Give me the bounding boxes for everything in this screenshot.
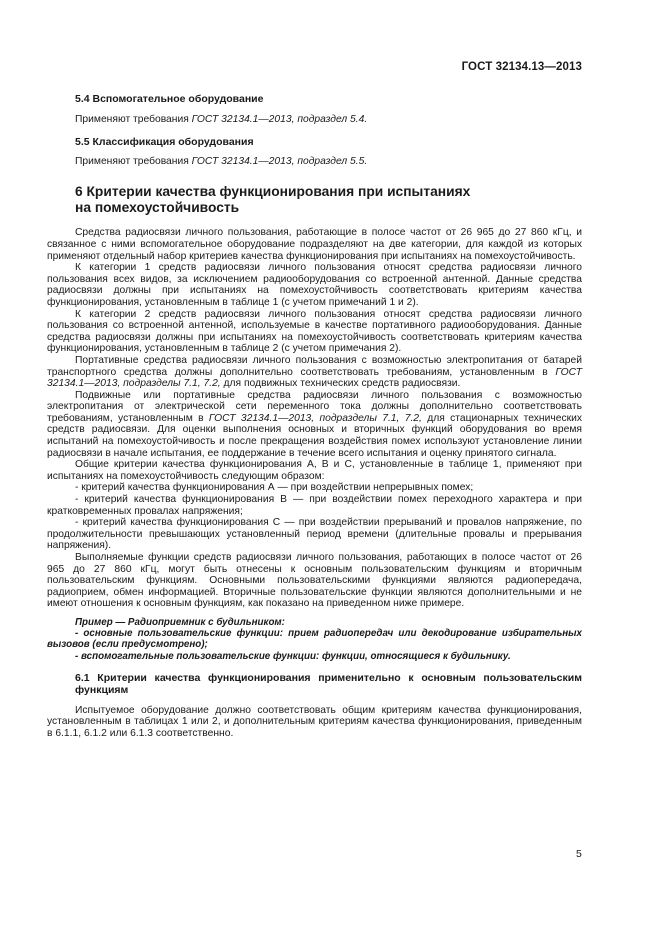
standard-reference: ГОСТ 32134.1—2013, подразделы 7.1, 7.2, bbox=[47, 366, 582, 390]
example-item: - основные пользовательские функции: прием радиопередач или декодирование избирательных вызовов (если предусмотрено); bbox=[47, 628, 582, 651]
paragraph bbox=[47, 390, 582, 460]
text-prefix: Применяют требования bbox=[75, 155, 192, 167]
text-prefix: Применяют требования bbox=[75, 114, 192, 125]
text-span: для подвижных технических средств радиосвязи. bbox=[220, 378, 461, 390]
section-6-title bbox=[47, 184, 582, 215]
section-5-4-text bbox=[75, 114, 582, 126]
section-6-1-title: 6.1 Критерии качества функционирования применительно к основным пользовательским функциям bbox=[75, 671, 582, 696]
paragraph: Средства радиосвязи личного пользования, работающие в полосе частот от 26 965 до 27 860 кГц, и связанное с ними вспомогательное оборудование подразделяют на две категории, для каждой из которых применяют отдельный набор критериев качества функционирования при испытаниях на помехоустойчивость. bbox=[47, 227, 582, 262]
document-code-header: ГОСТ 32134.13—2013 bbox=[461, 61, 582, 73]
paragraph bbox=[47, 355, 582, 390]
section-6-1-text: Испытуемое оборудование должно соответствовать общим критериям качества функционирования, установленным в таблицах 1 или 2, и дополнительным критериям качества функционирования, приведенным в 6.1.1, 6.1.2 или 6.1.3 соответственно. bbox=[47, 704, 582, 739]
text-span: для стационарных технических средств радиосвязи. Для оценки выполнения основных и вторичных функций оборудования во время испытаний на помехоустойчивость и после прекращения воздействия помех используют установление линии радиосвязи в начале испытания, ее поддержание в течение всего испытания и оценку принятого сигнала. bbox=[47, 412, 582, 459]
paragraph: Выполняемые функции средств радиосвязи личного пользования, работающих в полосе частот от 26 965 до 27 860 кГц, могут быть отнесены к основным пользовательским функциям и вторичным пользовательским функциям. Основными пользовательскими функциями являются радиопередача, радиоприем, обмен информацией. Вторичные пользовательские функции являются дополнительными и не имеют отношения к основным функциям, как показано на приведенном ниже примере. bbox=[47, 552, 582, 610]
standard-reference: ГОСТ 32134.1—2013, подраздел 5.5. bbox=[191, 155, 368, 167]
section-5-4-title: 5.4 Вспомогательное оборудование bbox=[75, 93, 264, 105]
section-5-5-text bbox=[75, 156, 582, 168]
list-item: - критерий качества функционирования В — при воздействии помех переходного характера и при кратковременных провалах напряжения; bbox=[47, 494, 582, 517]
section-6-title-line1: 6 Критерии качества функционирования при испытаниях bbox=[75, 184, 471, 200]
page-number: 5 bbox=[576, 848, 582, 860]
section-6-title-line2: на помехоустойчивость bbox=[75, 199, 240, 215]
page-content bbox=[47, 89, 582, 740]
standard-reference: ГОСТ 32134.1—2013, подразделы 7.1, 7.2, bbox=[208, 412, 422, 424]
example-title: Пример — Радиоприемник с будильником: bbox=[75, 616, 285, 628]
text-span: Подвижные или портативные средства радиосвязи личного пользования с возможностью электропитания от электрической сети переменного тока должны дополнительно соответствовать требованиям, установленным в bbox=[47, 389, 582, 424]
paragraph: К категории 1 средств радиосвязи личного пользования относят средства радиосвязи личного пользования всех видов, за исключением радиооборудования со встроенной антенной. Данные средства радиосвязи должны при испытаниях на помехоустойчивость соответствовать критериям качества функционирования, установленным в таблице 1 (с учетом примечаний 1 и 2). bbox=[47, 262, 582, 308]
paragraph: К категории 2 средств радиосвязи личного пользования относят средства радиосвязи личного пользования со встроенной антенной, используемые в качестве портативного радиооборудования. Данные средства радиосвязи должны при испытаниях на помехоустойчивость соответствовать критериям качества функционирования, установленным в таблице 2 (с учетом примечания 2). bbox=[47, 308, 582, 355]
paragraph: Общие критерии качества функционирования А, В и С, установленные в таблице 1, применяют при испытаниях на помехоустойчивость следующим образом: bbox=[47, 459, 582, 482]
list-item: - критерий качества функционирования А — при воздействии непрерывных помех; bbox=[75, 482, 474, 494]
standard-reference: ГОСТ 32134.1—2013, подраздел 5.4. bbox=[191, 114, 368, 125]
list-item: - критерий качества функционирования С — при воздействии прерываний и провалов напряжение, по продолжительности превышающих установленный период времени (длительные провалы и прерывания напряжения). bbox=[47, 517, 582, 552]
text-span: Портативные средства радиосвязи личного пользования с возможностью электропитания от батарей транспортного средства должны дополнительно соответствовать требованиям, установленным в bbox=[47, 354, 582, 378]
section-5-5-title: 5.5 Классификация оборудования bbox=[75, 135, 254, 148]
example-item: - вспомогательные пользовательские функции: функции, относящиеся к будильнику. bbox=[75, 650, 511, 662]
